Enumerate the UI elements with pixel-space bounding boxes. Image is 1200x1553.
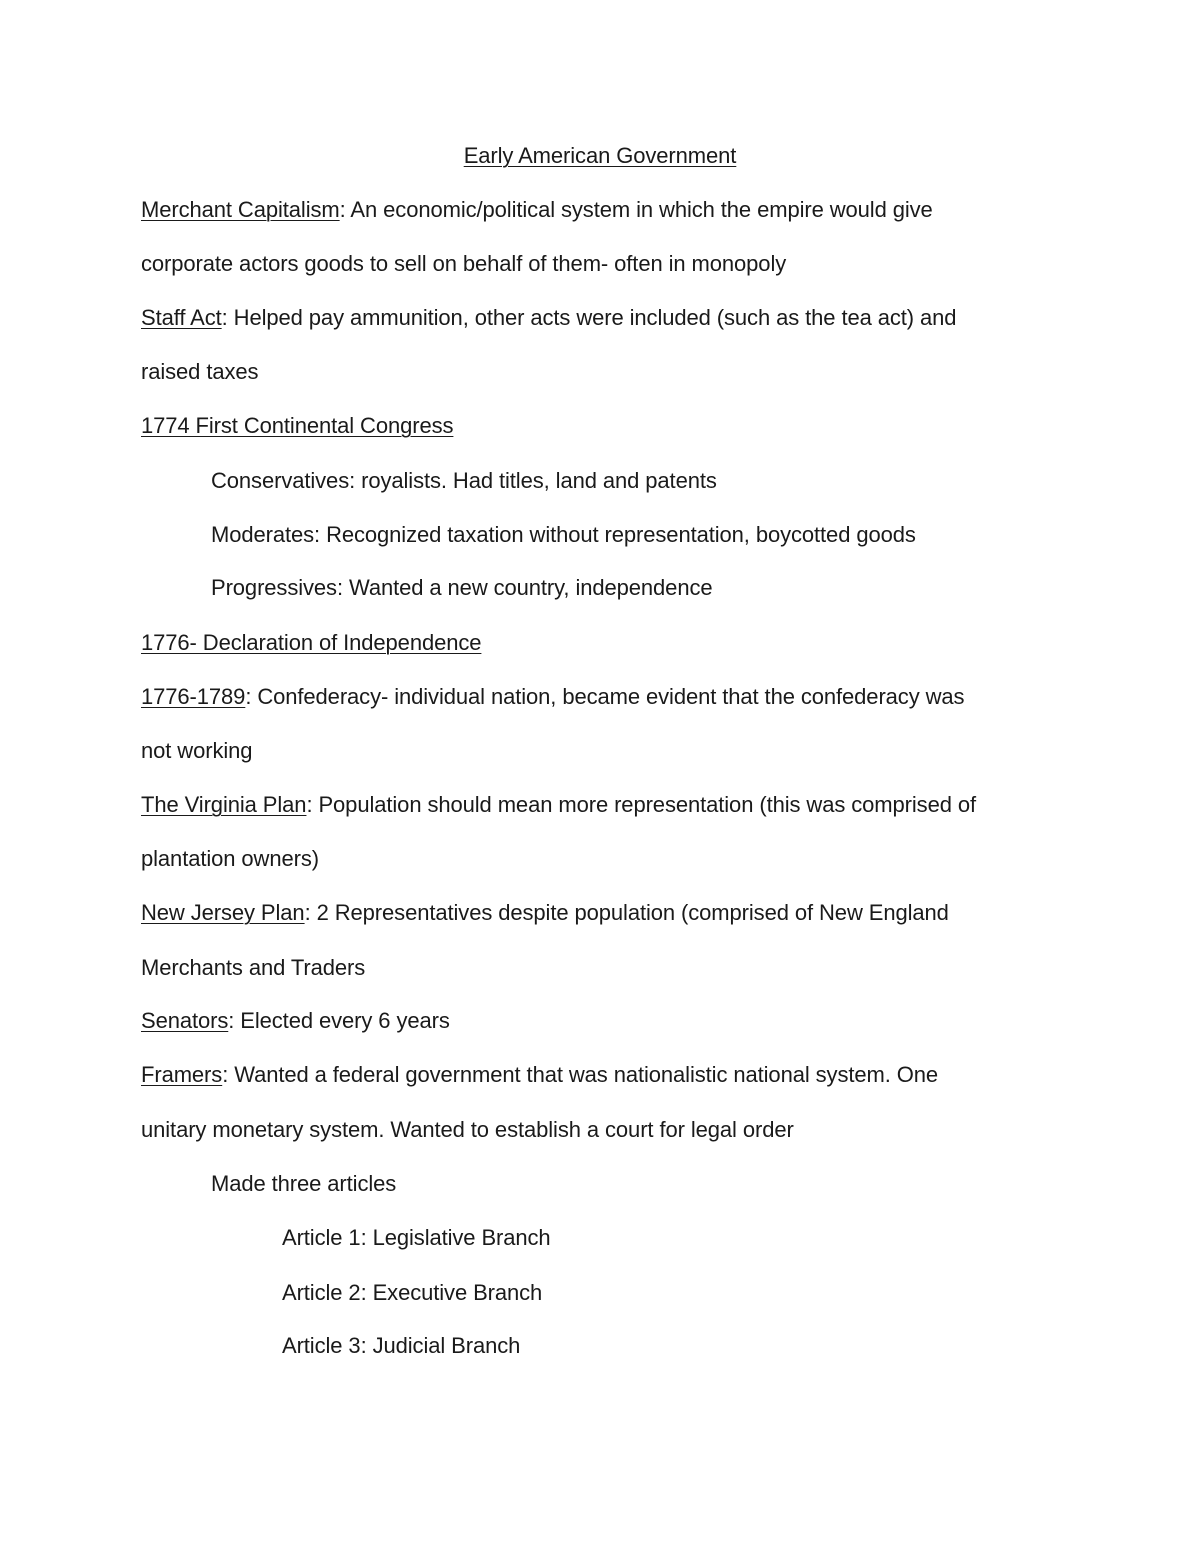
definition-text: : Population should mean more representation (this was comprised of xyxy=(306,792,976,817)
subitem-conservatives xyxy=(211,466,717,496)
entry-new-jersey-plan xyxy=(141,898,949,928)
definition-text: unitary monetary system. Wanted to establish a court for legal order xyxy=(141,1117,794,1142)
definition-text: plantation owners) xyxy=(141,846,319,871)
entry-virginia-plan xyxy=(141,790,976,820)
subheading-made-three-articles xyxy=(211,1169,396,1199)
term-staff-act: Staff Act xyxy=(141,305,222,330)
term-new-jersey-plan: New Jersey Plan xyxy=(141,900,305,925)
term-declaration: 1776- Declaration of Independence xyxy=(141,630,482,655)
page-title-text: Early American Government xyxy=(463,143,737,168)
entry-1776-1789 xyxy=(141,682,964,712)
page-title xyxy=(0,141,1200,171)
subitem-text: Conservatives: royalists. Had titles, land and patents xyxy=(211,468,717,493)
entry-staff-act-cont xyxy=(141,357,258,387)
definition-text: : 2 Representatives despite population (comprised of New England xyxy=(304,900,949,925)
term-merchant-capitalism: Merchant Capitalism xyxy=(141,197,340,222)
definition-text: : Wanted a federal government that was nationalistic national system. One xyxy=(222,1062,939,1087)
term-framers: Framers xyxy=(141,1062,223,1087)
article-2 xyxy=(282,1278,542,1308)
entry-merchant-capitalism-cont xyxy=(141,249,786,279)
entry-framers xyxy=(141,1060,938,1090)
term-1776-1789: 1776-1789 xyxy=(141,684,246,709)
definition-text: : Confederacy- individual nation, became evident that the confederacy was xyxy=(245,684,965,709)
definition-text: corporate actors goods to sell on behalf of them- often in monopoly xyxy=(141,251,787,276)
definition-text: not working xyxy=(141,738,253,763)
article-text: Article 2: Executive Branch xyxy=(282,1280,543,1305)
term-senators: Senators xyxy=(141,1008,229,1033)
entry-1776-1789-cont xyxy=(141,736,252,766)
entry-merchant-capitalism xyxy=(141,195,933,225)
article-text: Article 3: Judicial Branch xyxy=(282,1333,521,1358)
entry-senators xyxy=(141,1006,450,1036)
article-1 xyxy=(282,1223,551,1253)
subitem-text: Moderates: Recognized taxation without representation, boycotted goods xyxy=(211,522,916,547)
entry-staff-act xyxy=(141,303,956,333)
subitem-moderates xyxy=(211,520,916,550)
term-first-continental-congress: 1774 First Continental Congress xyxy=(141,413,454,438)
subitem-text: Progressives: Wanted a new country, independence xyxy=(211,575,713,600)
definition-text: : Elected every 6 years xyxy=(228,1008,450,1033)
entry-virginia-plan-cont xyxy=(141,844,319,874)
entry-framers-cont xyxy=(141,1115,794,1145)
article-text: Article 1: Legislative Branch xyxy=(282,1225,551,1250)
definition-text: raised taxes xyxy=(141,359,259,384)
definition-text: Merchants and Traders xyxy=(141,955,366,980)
subheading-text: Made three articles xyxy=(211,1171,397,1196)
entry-first-continental-congress xyxy=(141,411,453,441)
entry-declaration xyxy=(141,628,481,658)
term-virginia-plan: The Virginia Plan xyxy=(141,792,307,817)
entry-new-jersey-plan-cont xyxy=(141,953,365,983)
article-3 xyxy=(282,1331,520,1361)
subitem-progressives xyxy=(211,573,713,603)
definition-text: : An economic/political system in which the empire would give xyxy=(339,197,933,222)
definition-text: : Helped pay ammunition, other acts were included (such as the tea act) and xyxy=(221,305,957,330)
